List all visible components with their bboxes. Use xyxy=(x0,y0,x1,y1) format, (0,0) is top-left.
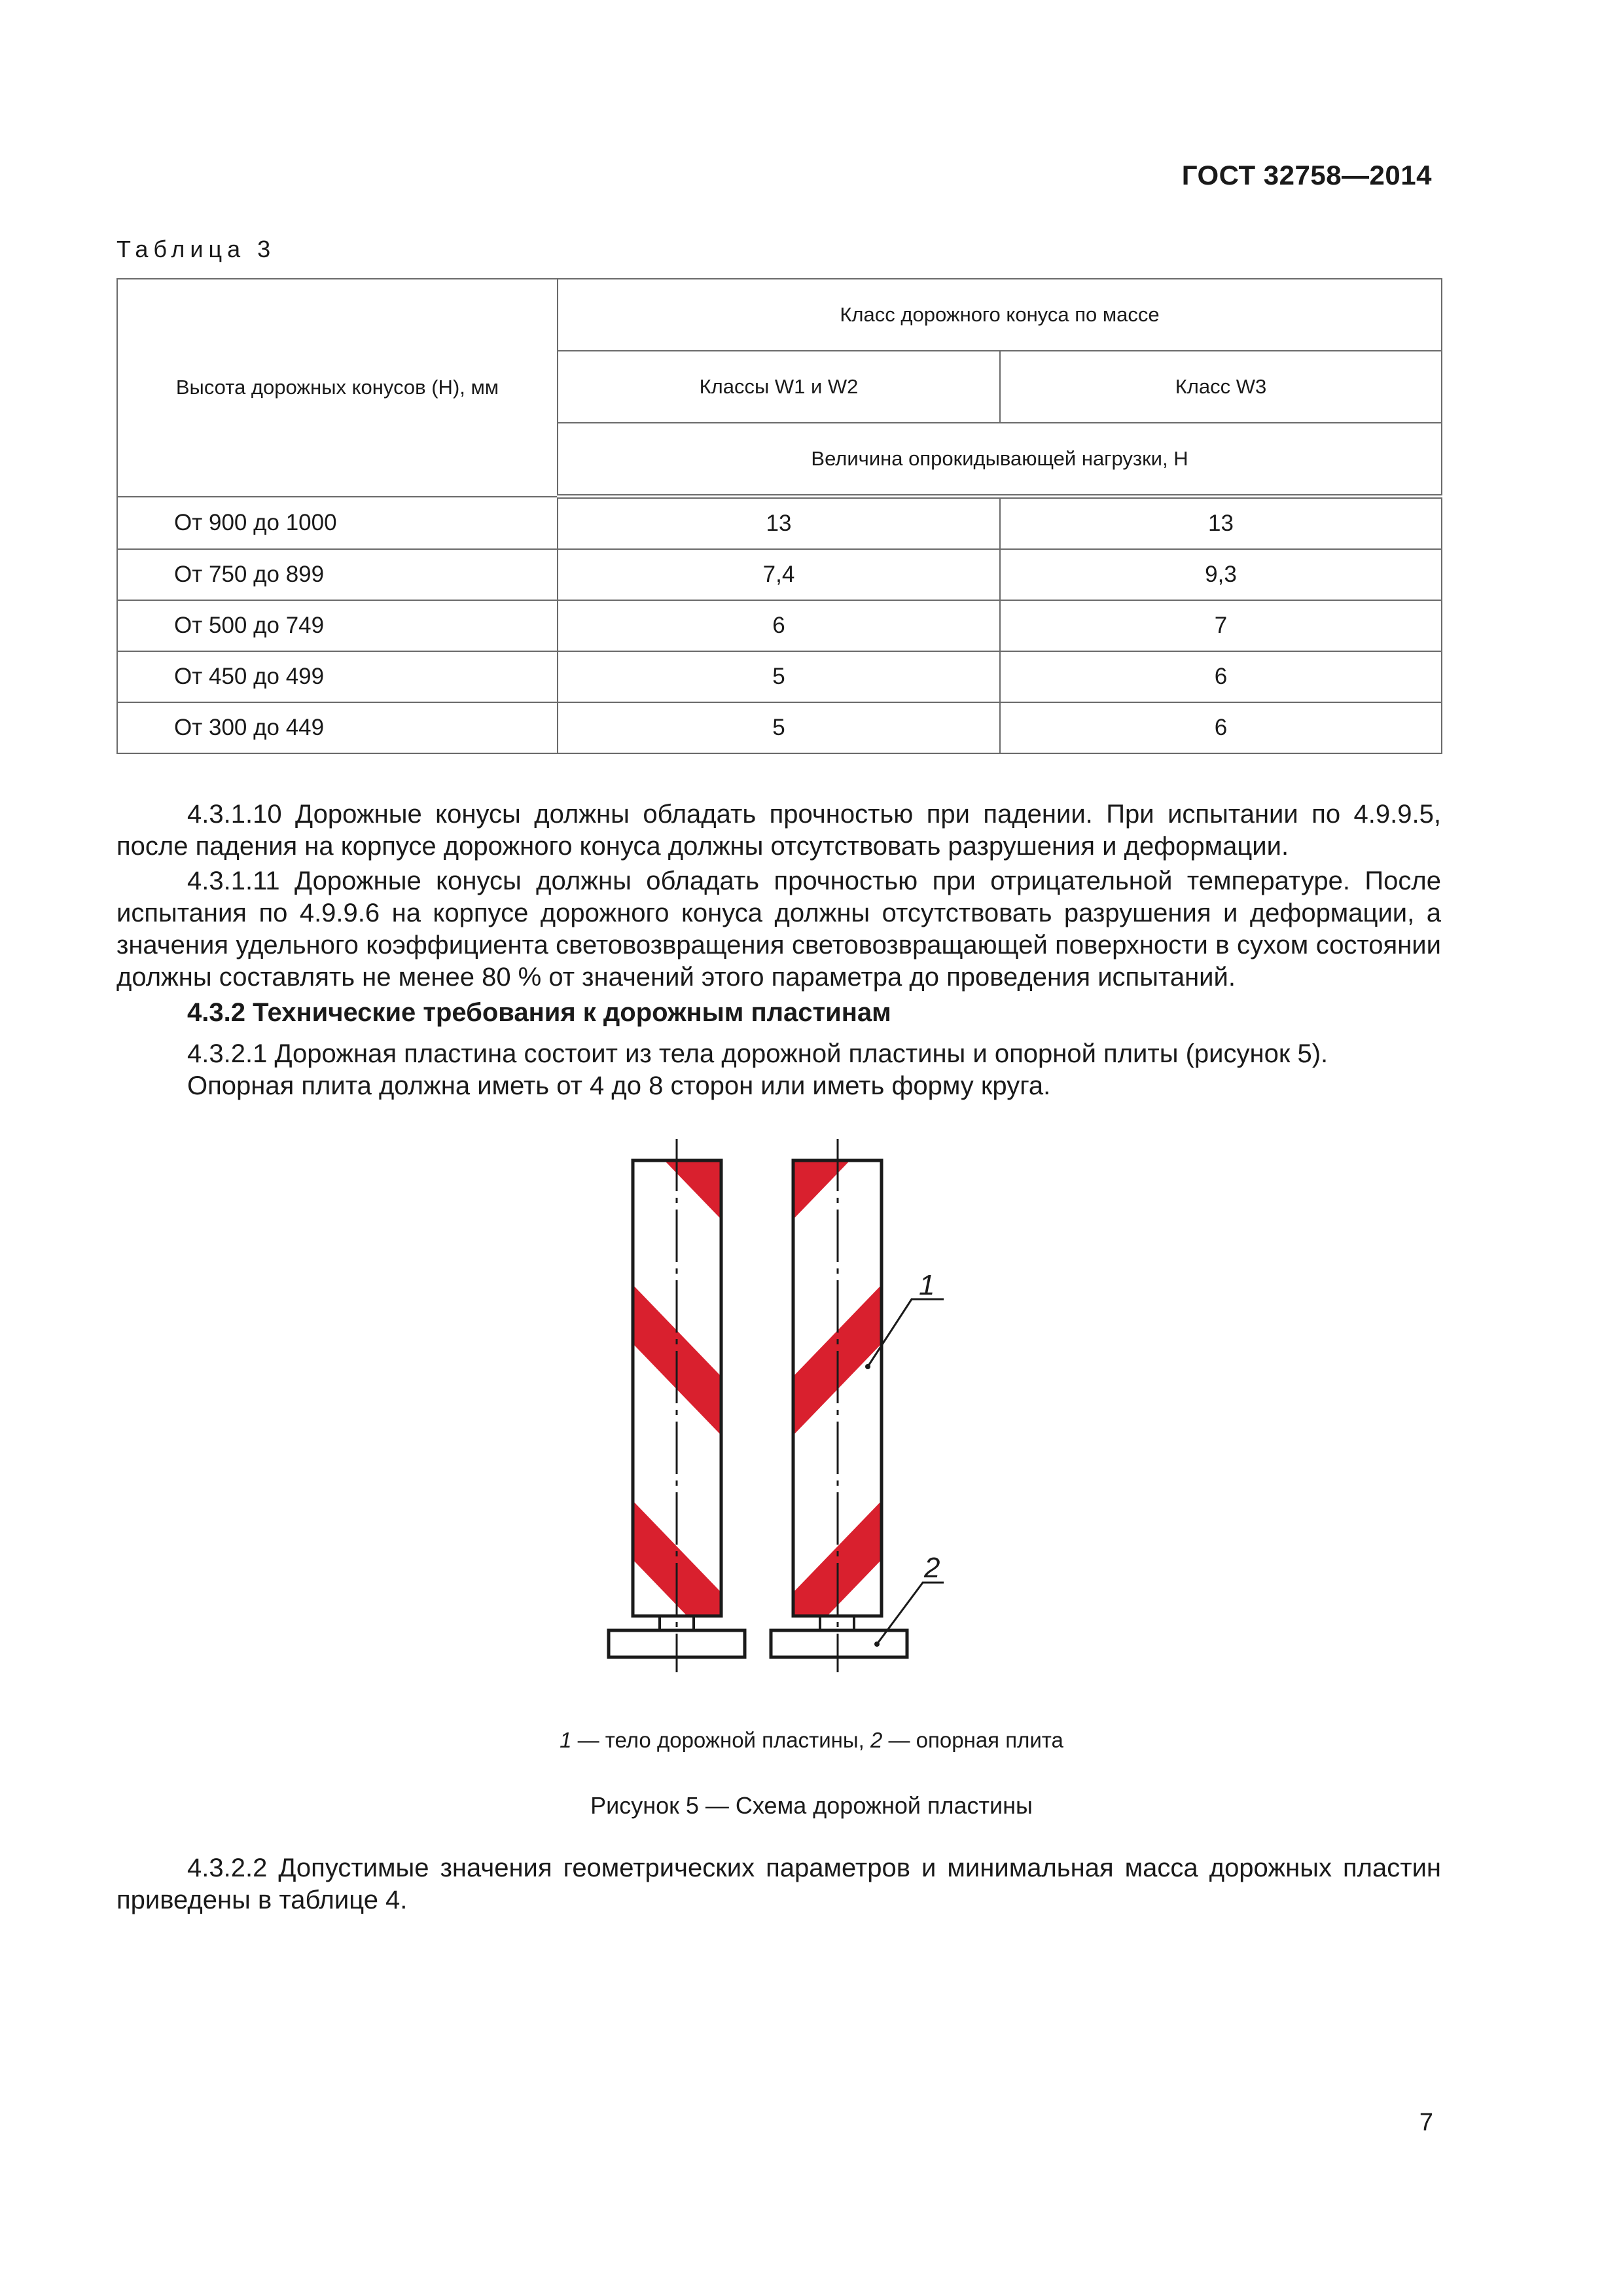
cell-range: От 900 до 1000 xyxy=(117,497,558,550)
figure-legend xyxy=(0,1728,1623,1753)
header-w1w2: Классы W1 и W2 xyxy=(558,351,1000,423)
paragraph-text: 4.3.1.11 Дорожные конусы должны обладать прочностью при отрицательной температуре. После испытания по 4.9.9.6 на корпусе дорожного конуса должны отсутствовать разрушения и деформации, а значения удельного коэффициента световозвращения световозвращающей поверхности в сухом состоянии должны составлять не менее 80 % от значений этого параметра до проведения испытаний. xyxy=(116,867,1441,992)
callout-1: 1 xyxy=(919,1269,935,1301)
table-caption: Таблица 3 xyxy=(116,236,276,262)
legend-text-2: — опорная плита xyxy=(882,1728,1063,1752)
cell-w3: 13 xyxy=(1000,497,1442,550)
cell-w1w2: 6 xyxy=(558,600,1000,651)
figure-caption: Рисунок 5 — Схема дорожной пластины xyxy=(590,1792,1033,1819)
page-number: 7 xyxy=(1419,2109,1433,2136)
cell-w3: 7 xyxy=(1000,600,1442,651)
cell-range: От 750 до 899 xyxy=(117,549,558,600)
legend-text-1: — тело дорожной пластины, xyxy=(571,1728,870,1752)
cell-range: От 500 до 749 xyxy=(117,600,558,651)
legend-num-1: 1 xyxy=(560,1728,572,1752)
callout-2: 2 xyxy=(924,1552,940,1584)
leader-lines xyxy=(868,1299,944,1644)
paragraph-text: 4.3.2.2 Допустимые значения геометрических параметров и минимальная масса дорожных пластин приведены в таблице 4. xyxy=(116,1854,1441,1914)
cell-w3: 6 xyxy=(1000,651,1442,702)
cell-w3: 6 xyxy=(1000,702,1442,753)
cell-w1w2: 5 xyxy=(558,702,1000,753)
plate-legs xyxy=(660,1616,854,1630)
standard-code: ГОСТ 32758—2014 xyxy=(1181,160,1432,190)
base-plate-right xyxy=(771,1630,907,1657)
paragraph-text: 4.3.2.1 Дорожная пластина состоит из тела дорожной пластины и опорной плиты (рисунок 5). xyxy=(187,1039,1329,1068)
cell-w3: 9,3 xyxy=(1000,549,1442,600)
paragraph-text: 4.3.1.10 Дорожные конусы должны обладать прочностью при падении. При испытании по 4.9.9.5, после падения на корпусе дорожного конуса должны отсутствовать разрушения и деформации. xyxy=(116,800,1441,861)
header-class: Класс дорожного конуса по массе xyxy=(558,279,1442,351)
cell-w1w2: 5 xyxy=(558,651,1000,702)
header-w3: Класс W3 xyxy=(1000,351,1442,423)
legend-num-2: 2 xyxy=(870,1728,883,1752)
cell-range: От 450 до 499 xyxy=(117,651,558,702)
cell-range: От 300 до 449 xyxy=(117,702,558,753)
paragraph-4-3-2-2 xyxy=(116,1852,1441,1916)
header-height: Высота дорожных конусов (Н), мм xyxy=(117,279,558,497)
paragraph-text: Опорная плита должна иметь от 4 до 8 сторон или иметь форму круга. xyxy=(187,1071,1051,1100)
cell-w1w2: 13 xyxy=(558,497,1000,550)
section-heading: 4.3.2 Технические требования к дорожным пластинам xyxy=(187,998,891,1027)
header-load: Величина опрокидывающей нагрузки, Н xyxy=(558,423,1442,497)
cell-w1w2: 7,4 xyxy=(558,549,1000,600)
